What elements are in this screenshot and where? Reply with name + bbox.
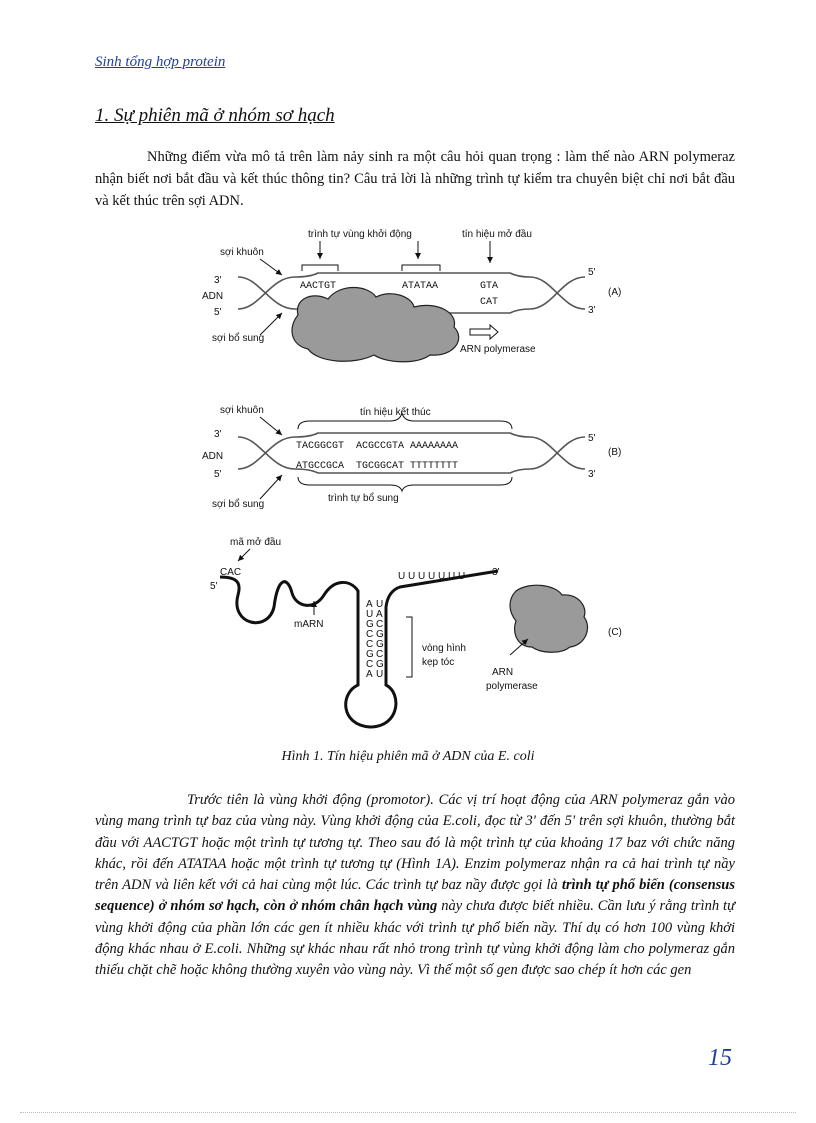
transcription-figure <box>190 215 630 735</box>
stem-base: U <box>366 609 374 620</box>
stem-base: U <box>376 599 384 610</box>
stem-base: G <box>376 629 384 640</box>
polymerase-label-c: ARN <box>492 667 514 678</box>
end-signal-label: tín hiệu kết thúc <box>360 407 431 418</box>
stem-base: G <box>366 649 374 660</box>
start-sequence-bottom: CAT <box>480 297 499 308</box>
stem-base: A <box>366 669 373 680</box>
promoter-label: trình tự vùng khởi động <box>308 229 412 240</box>
rna-polymerase-shape <box>292 288 459 362</box>
page-number: 15 <box>708 1045 732 1071</box>
start-sequence-top: GTA <box>480 281 499 292</box>
template-strand-label-b: sợi khuôn <box>220 405 264 416</box>
stem-base: G <box>376 639 384 650</box>
three-prime-label-b-right: 3' <box>588 469 596 480</box>
template-strand-label: sợi khuôn <box>220 247 264 258</box>
five-prime-label-b-right: 5' <box>588 433 596 444</box>
stem-base: C <box>376 619 384 630</box>
intro-paragraph: Những điểm vừa mô tả trên làm nảy sinh ra một câu hỏi quan trọng : làm thế nào ARN polymeraz nhận biết nơi bắt đầu và kết thúc thông tin? Câu trả lời là những trình tự kiểm tra chuyên biệt chỉ nơi bắt đầu và kết thúc trên sợi ADN. <box>95 149 735 209</box>
coding-strand-label-b: sợi bổ sung <box>212 499 265 510</box>
panel-c <box>210 536 622 727</box>
polymerase-label-c: polymerase <box>486 681 538 692</box>
released-polymerase-shape <box>510 585 588 652</box>
intro-text <box>95 146 735 212</box>
panel-a-tag: (A) <box>608 287 622 298</box>
body-text-part-2: này chưa được biết nhiều. Cần lưu ý rằng trình tự vùng khởi động của phần lớn các gen ít nhiều khác với trình tự phổ biến nầy. Thí dụ có hơn 100 vùng khởi động khác nhau ở E.coli. Những sự khác nhau rất nhỏ trong trình tự vùng khởi động làm cho polymeraz gắn thiếu chặt chẽ hoặc không thường xuyên vào vùng này. Vì thế một số gen được sao chép ít hơn các gen <box>95 898 735 979</box>
hairpin-label: vòng hình <box>422 643 466 654</box>
consensus-term: trình tự phổ biến (consensus sequence) ở nhóm sơ hạch, còn ở nhóm chân hạch vùng <box>95 877 735 915</box>
five-prime-label: 5' <box>214 307 222 318</box>
stem-base: C <box>366 659 374 670</box>
dna-label-b: ADN <box>202 451 224 462</box>
panel-c-tag: (C) <box>608 627 622 638</box>
terminator-sequence-bottom: ATGCCGCA TGCGGCAT TTTTTTTT <box>296 461 459 472</box>
body-text <box>95 790 735 982</box>
complement-label: trình tự bổ sung <box>328 493 399 504</box>
running-header: Sinh tổng hợp protein <box>95 54 226 70</box>
terminator-sequence-top: TACGGCGT ACGCCGTA AAAAAAAA <box>296 441 459 452</box>
start-codon-label: mã mở đầu <box>230 537 282 548</box>
mrna-label: mARN <box>294 619 324 630</box>
stem-base: A <box>376 609 383 620</box>
five-prime-label-c: 5' <box>210 581 218 592</box>
three-prime-label-b: 3' <box>214 429 222 440</box>
stem-base: U <box>376 669 384 680</box>
coding-strand-label: sợi bổ sung <box>212 333 265 344</box>
hairpin-right-stem <box>376 599 384 680</box>
dna-label: ADN <box>202 291 224 302</box>
body-paragraph <box>95 790 735 982</box>
body-text-part-1: Trước tiên là vùng khởi động (promotor). Các vị trí hoạt động của ARN polymeraz gắn vào vùng mang trình tự baz của vùng này. Vùng khởi động của E.coli, đọc từ 3' đến 5' trên sợi khuôn, thường bắt đầu với AACTGT hoặc một trình tự tương tự. Theo sau đó là một trình tự của khoảng 17 baz với chức năng khác, rồi đến ATATAA hoặc một trình tự tương tự (Hình 1A). Enzim polymeraz nhận ra cả hai trình tự nầy trên ADN và liên kết với cả hai cùng một lúc. Các trình tự baz nầy được gọi là <box>95 792 735 894</box>
hairpin-left-stem <box>366 599 374 680</box>
panel-b-tag: (B) <box>608 447 622 458</box>
stem-base: A <box>366 599 373 610</box>
promoter-sequence-2: ATATAA <box>402 281 439 292</box>
polymerase-label: ARN polymerase <box>460 344 536 355</box>
figure-caption: Hình 1. Tín hiệu phiên mã ở ADN của E. coli <box>281 749 535 764</box>
hairpin-label: kẹp tóc <box>422 657 455 668</box>
stem-base: C <box>376 649 384 660</box>
promoter-sequence-1: AACTGT <box>300 281 337 292</box>
poly-u-tail: U U U U U U U <box>398 571 466 582</box>
start-signal-label: tín hiệu mở đầu <box>462 229 532 240</box>
section-title: 1. Sự phiên mã ở nhóm sơ hạch <box>95 105 335 126</box>
stem-base: C <box>366 639 374 650</box>
page-edge-divider <box>20 1112 796 1113</box>
stem-base: G <box>376 659 384 670</box>
five-prime-label-b: 5' <box>214 469 222 480</box>
stem-base: C <box>366 629 374 640</box>
three-prime-label-c: 3' <box>492 567 500 578</box>
three-prime-label-right: 3' <box>588 305 596 316</box>
panel-a <box>202 228 621 362</box>
panel-b <box>202 405 621 510</box>
three-prime-label: 3' <box>214 275 222 286</box>
five-prime-label-right: 5' <box>588 267 596 278</box>
start-codon: CAC <box>220 567 242 578</box>
stem-base: G <box>366 619 374 630</box>
